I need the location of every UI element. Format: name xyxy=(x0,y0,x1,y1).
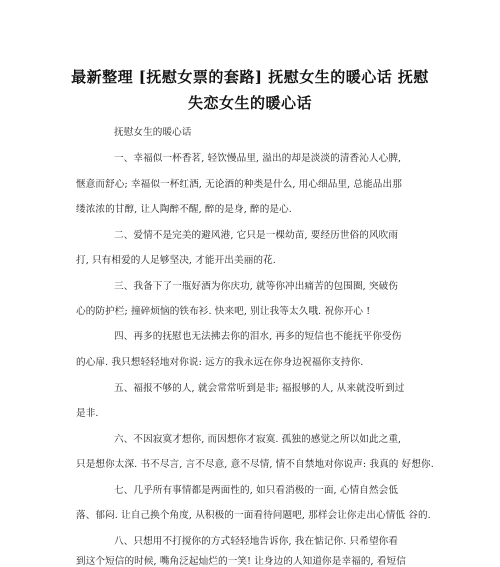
document-title-line-1: 最新整理 [抚慰女票的套路] 抚慰女生的暖心话 抚慰 xyxy=(71,68,429,86)
paragraph-line: 惬意而舒心; 幸福似一杯红酒, 无论酒的种类是什么, 用心细品里, 总能品出那 xyxy=(76,179,402,190)
paragraph-line: 四、再多的抚慰也无法拂去你的泪水, 再多的短信也不能抚平你受伤 xyxy=(114,331,402,342)
paragraph-line: 八、只想用不打搅你的方式轻轻地告诉你, 我在惦记你. 只希望你看 xyxy=(114,536,399,547)
paragraph-line: 只是想你太深. 书不尽言, 言不尽意, 意不尽情, 情不自禁地对你说声: 我真的 好想你. xyxy=(76,459,434,470)
section-heading: 抚慰女生的暖心话 xyxy=(114,127,192,138)
paragraph-line: 三、我备下了一瓶好酒为你庆功, 就等你冲出痛苦的包围圈, 突破伤 xyxy=(114,281,399,292)
paragraph-line: 心的防护栏; 撞碎烦恼的铁布衫. 快来吧, 别让我等太久哦. 祝你开心 ! xyxy=(76,306,371,317)
paragraph-line: 一、幸福似一杯香茗, 轻饮慢品里, 溢出的却是淡淡的清香沁人心脾, xyxy=(114,153,402,164)
paragraph-line: 是非. xyxy=(76,408,99,419)
paragraph-line: 的心扉. 我只想轻轻地对你说: 远方的我永远在你身边祝福你支持你. xyxy=(76,357,364,368)
paragraph-line: 缕浓浓的甘醇, 让人陶醉不醒, 醉的是身, 醉的是心. xyxy=(76,204,292,215)
paragraph-line: 打, 只有相爱的人足够坚决, 才能开出美丽的花. xyxy=(76,255,276,266)
paragraph-line: 五、福报不够的人, 就会常常听到是非; 福报够的人, 从来就没听到过 xyxy=(114,383,405,394)
paragraph-line: 落、郁闷. 让自己换个角度, 从积极的一面看待问题吧, 那样会让你走出心情低 谷的. xyxy=(76,510,431,521)
paragraph-line: 七、几乎所有事情都是两面性的, 如只看消极的一面, 心情自然会低 xyxy=(114,485,399,496)
paragraph-line: 二、爱情不是完美的避风港, 它只是一棵幼苗, 要经历世俗的风吹雨 xyxy=(114,230,399,241)
paragraph-line: 六、不因寂寞才想你, 而因想你才寂寞. 孤独的感觉之所以如此之重, xyxy=(114,434,402,445)
paragraph-line: 到这个短信的时候, 嘴角泛起灿烂的一笑! 让身边的人知道你是幸福的, 看短信 xyxy=(76,556,406,567)
document-title-line-2: 失恋女生的暖心话 xyxy=(187,94,312,112)
